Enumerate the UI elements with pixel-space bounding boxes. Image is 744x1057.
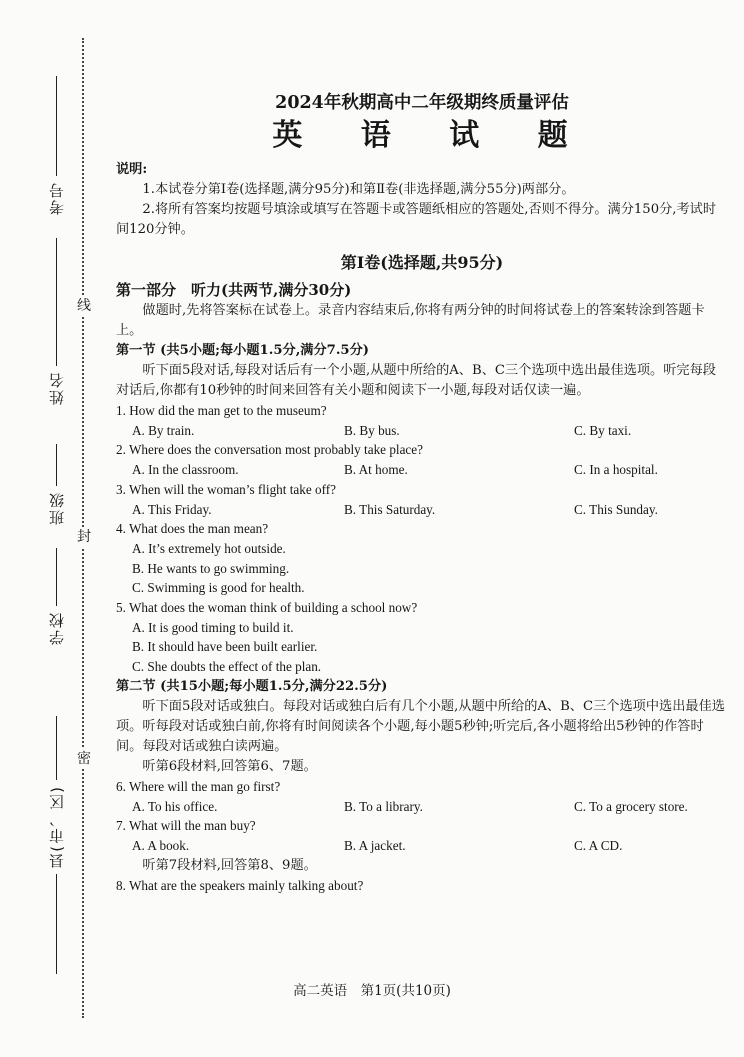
name-label: 姓名 — [47, 371, 66, 405]
question-stem: 6. Where will the man go first? — [116, 778, 281, 794]
option-b: B. A jacket. — [344, 837, 406, 853]
school-field[interactable] — [46, 548, 66, 650]
volume-title: 第Ⅰ卷(选择题,共95分) — [340, 253, 504, 272]
option-a: A. It is good timing to build it. — [132, 619, 294, 635]
section-title: 第一节 (共5小题;每小题1.5分,满分7.5分) — [116, 343, 370, 358]
fill-line — [56, 874, 57, 974]
instruction-item: 2.将所有答案均按题号填涂或填写在答题卡或答题纸相应的答题处,否则不得分。满分150分,考试时间120分钟。 — [116, 202, 717, 237]
school-label: 学校 — [47, 611, 66, 645]
binding-seal-char: 线 — [77, 298, 91, 314]
option-c: C. This Sunday. — [574, 501, 658, 517]
question-stem: 4. What does the man mean? — [116, 521, 269, 537]
option-c: C. A CD. — [574, 837, 623, 853]
exam-number-label: 考号 — [47, 181, 66, 215]
exam-number-field[interactable] — [46, 76, 66, 220]
option-a: A. To his office. — [132, 798, 218, 814]
name-field[interactable] — [46, 238, 66, 410]
question-options — [116, 500, 728, 520]
part-title: 第一部分 听力(共两节,满分30分) — [116, 281, 352, 299]
option-b: B. At home. — [344, 462, 408, 478]
fill-line — [56, 716, 57, 780]
question-stem: 3. When will the woman’s flight take off? — [116, 481, 336, 497]
question-stem: 5. What does the woman think of building a school now? — [116, 600, 418, 616]
option-c: C. She doubts the effect of the plan. — [132, 659, 322, 675]
option-b: B. He wants to go swimming. — [132, 560, 290, 576]
class-field[interactable] — [46, 444, 66, 530]
option-a: A. This Friday. — [132, 501, 212, 517]
instructions-heading: 说明: — [116, 162, 148, 177]
section-directions: 听下面5段对话或独白。每段对话或独白后有几个小题,从题中所给的A、B、C三个选项中选出最佳选项。听每段对话或独白前,你将有时间阅读各个小题,每小题5秒钟;听完后,各小题将给出5秒钟的作答时间。每段对话或独白读两遍。 — [116, 698, 725, 754]
option-b: B. This Saturday. — [344, 501, 436, 517]
question-options — [116, 460, 728, 480]
binding-seal-char: 封 — [77, 529, 91, 545]
question-options — [116, 797, 728, 817]
material-note: 听第6段材料,回答第6、7题。 — [142, 758, 317, 774]
option-a: A. It’s extremely hot outside. — [132, 540, 286, 556]
option-b: B. It should have been built earlier. — [132, 639, 318, 655]
county-label: 县(市、区) — [47, 785, 66, 869]
question-stem: 1. How did the man get to the museum? — [116, 403, 327, 418]
fill-line — [56, 76, 57, 176]
section-directions: 听下面5段对话,每段对话后有一个小题,从题中所给的A、B、C三个选项中选出最佳选项。听完每段对话后,你都有10秒钟的时间来回答有关小题和阅读下一小题,每段对话仅读一遍。 — [116, 363, 716, 398]
fill-line — [56, 238, 57, 366]
option-c: C. To a grocery store. — [574, 798, 688, 814]
page-footer: 高二英语 第1页(共10页) — [293, 983, 451, 999]
binding-seal-char: 密 — [77, 751, 91, 767]
option-a: A. By train. — [132, 422, 195, 438]
option-a: A. A book. — [132, 837, 190, 853]
county-field[interactable] — [46, 716, 66, 974]
exam-page-content — [116, 92, 728, 895]
question-stem: 2. Where does the conversation most probably take place? — [116, 442, 423, 458]
question-options — [116, 836, 728, 856]
option-c: C. By taxi. — [574, 422, 632, 438]
fill-line — [56, 444, 57, 486]
fill-line — [56, 548, 57, 606]
option-c: C. In a hospital. — [574, 462, 658, 478]
instruction-item: 1.本试卷分第Ⅰ卷(选择题,满分95分)和第Ⅱ卷(非选择题,满分55分)两部分。 — [142, 182, 575, 197]
section-title: 第二节 (共15小题;每小题1.5分,满分22.5分) — [116, 678, 388, 694]
part-intro: 做题时,先将答案标在试卷上。录音内容结束后,你将有两分钟的时间将试卷上的答案转涂到答题卡上。 — [116, 303, 705, 338]
option-c: C. Swimming is good for health. — [132, 580, 305, 596]
question-stem: 7. What will the man buy? — [116, 818, 256, 834]
question-stem: 8. What are the speakers mainly talking about? — [116, 877, 364, 893]
class-label: 班级 — [47, 491, 66, 525]
exam-title: 2024年秋期高中二年级期终质量评估 — [275, 93, 569, 113]
option-b: B. To a library. — [344, 798, 423, 814]
subject-title: 英 语 试 题 — [272, 118, 592, 153]
option-a: A. In the classroom. — [132, 462, 239, 478]
question-options — [116, 421, 728, 441]
material-note: 听第7段材料,回答第8、9题。 — [142, 857, 317, 873]
option-b: B. By bus. — [344, 422, 400, 438]
